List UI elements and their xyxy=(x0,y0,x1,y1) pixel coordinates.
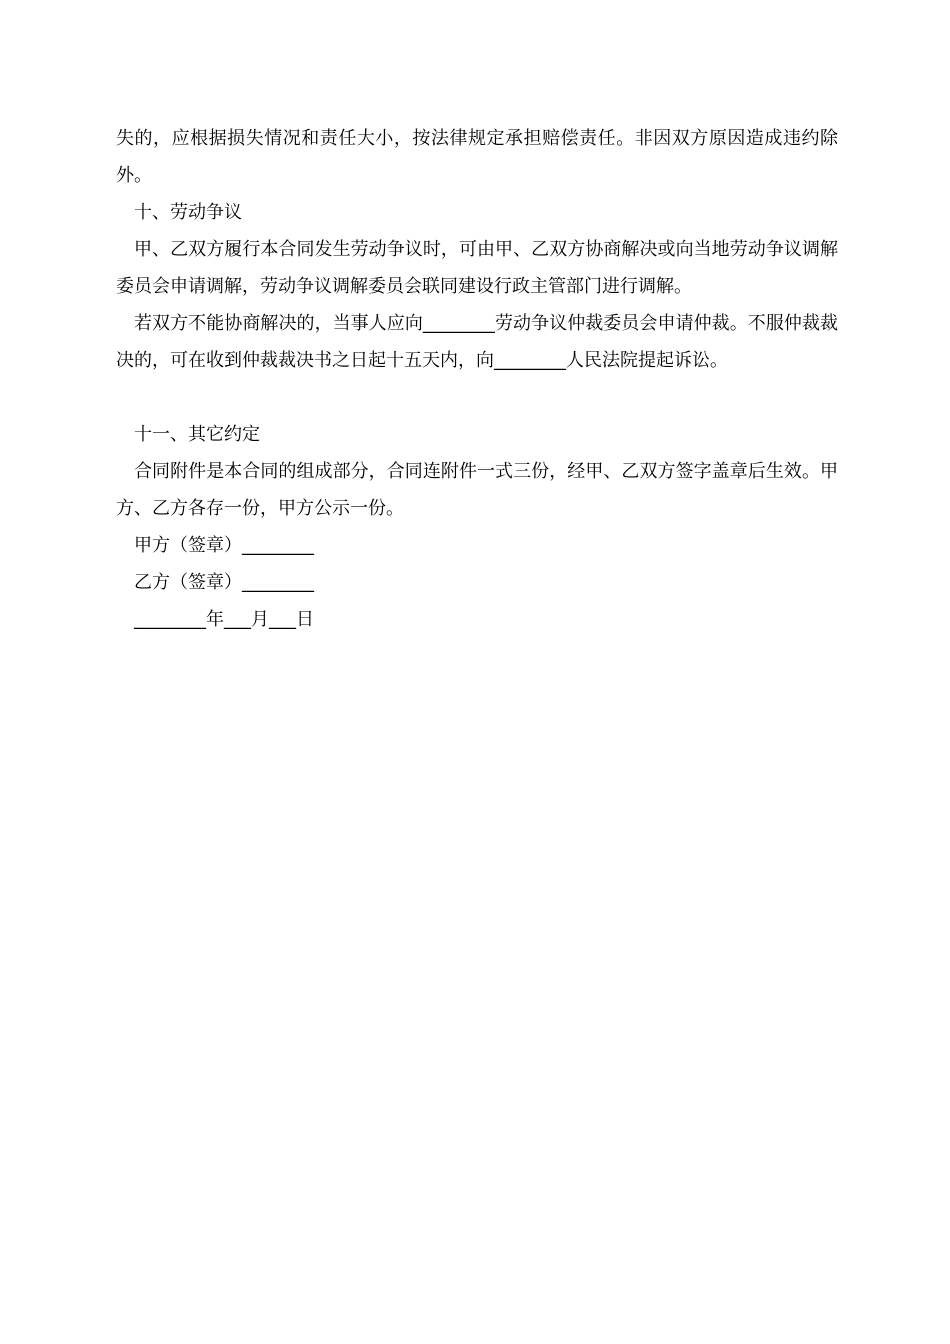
signature-party-a: 甲方（签章）________ xyxy=(134,535,314,556)
blank-line xyxy=(116,379,838,416)
paragraph-arbitration: 若双方不能协商解决的，当事人应向________劳动争议仲裁委员会申请仲裁。不服仲裁裁决的，可在收到仲裁裁决书之日起十五天内，向________人民法院提起诉讼。 xyxy=(116,313,838,371)
paragraph-mediation: 甲、乙双方履行本合同发生劳动争议时，可由甲、乙双方协商解决或向当地劳动争议调解委员会申请调解，劳动争议调解委员会联同建设行政主管部门进行调解。 xyxy=(116,239,838,297)
signature-party-b: 乙方（签章）________ xyxy=(134,572,314,593)
section-heading-labor-dispute: 十、劳动争议 xyxy=(134,202,242,223)
section-heading-other-terms: 十一、其它约定 xyxy=(134,424,260,445)
document-body xyxy=(116,120,838,638)
date-line: ________年___月___日 xyxy=(134,609,314,630)
paragraph-liability: 失的，应根据损失情况和责任大小，按法律规定承担赔偿责任。非因双方原因造成违约除外。 xyxy=(116,128,838,186)
paragraph-attachments: 合同附件是本合同的组成部分，合同连附件一式三份，经甲、乙双方签字盖章后生效。甲方、乙方各存一份，甲方公示一份。 xyxy=(116,461,838,519)
